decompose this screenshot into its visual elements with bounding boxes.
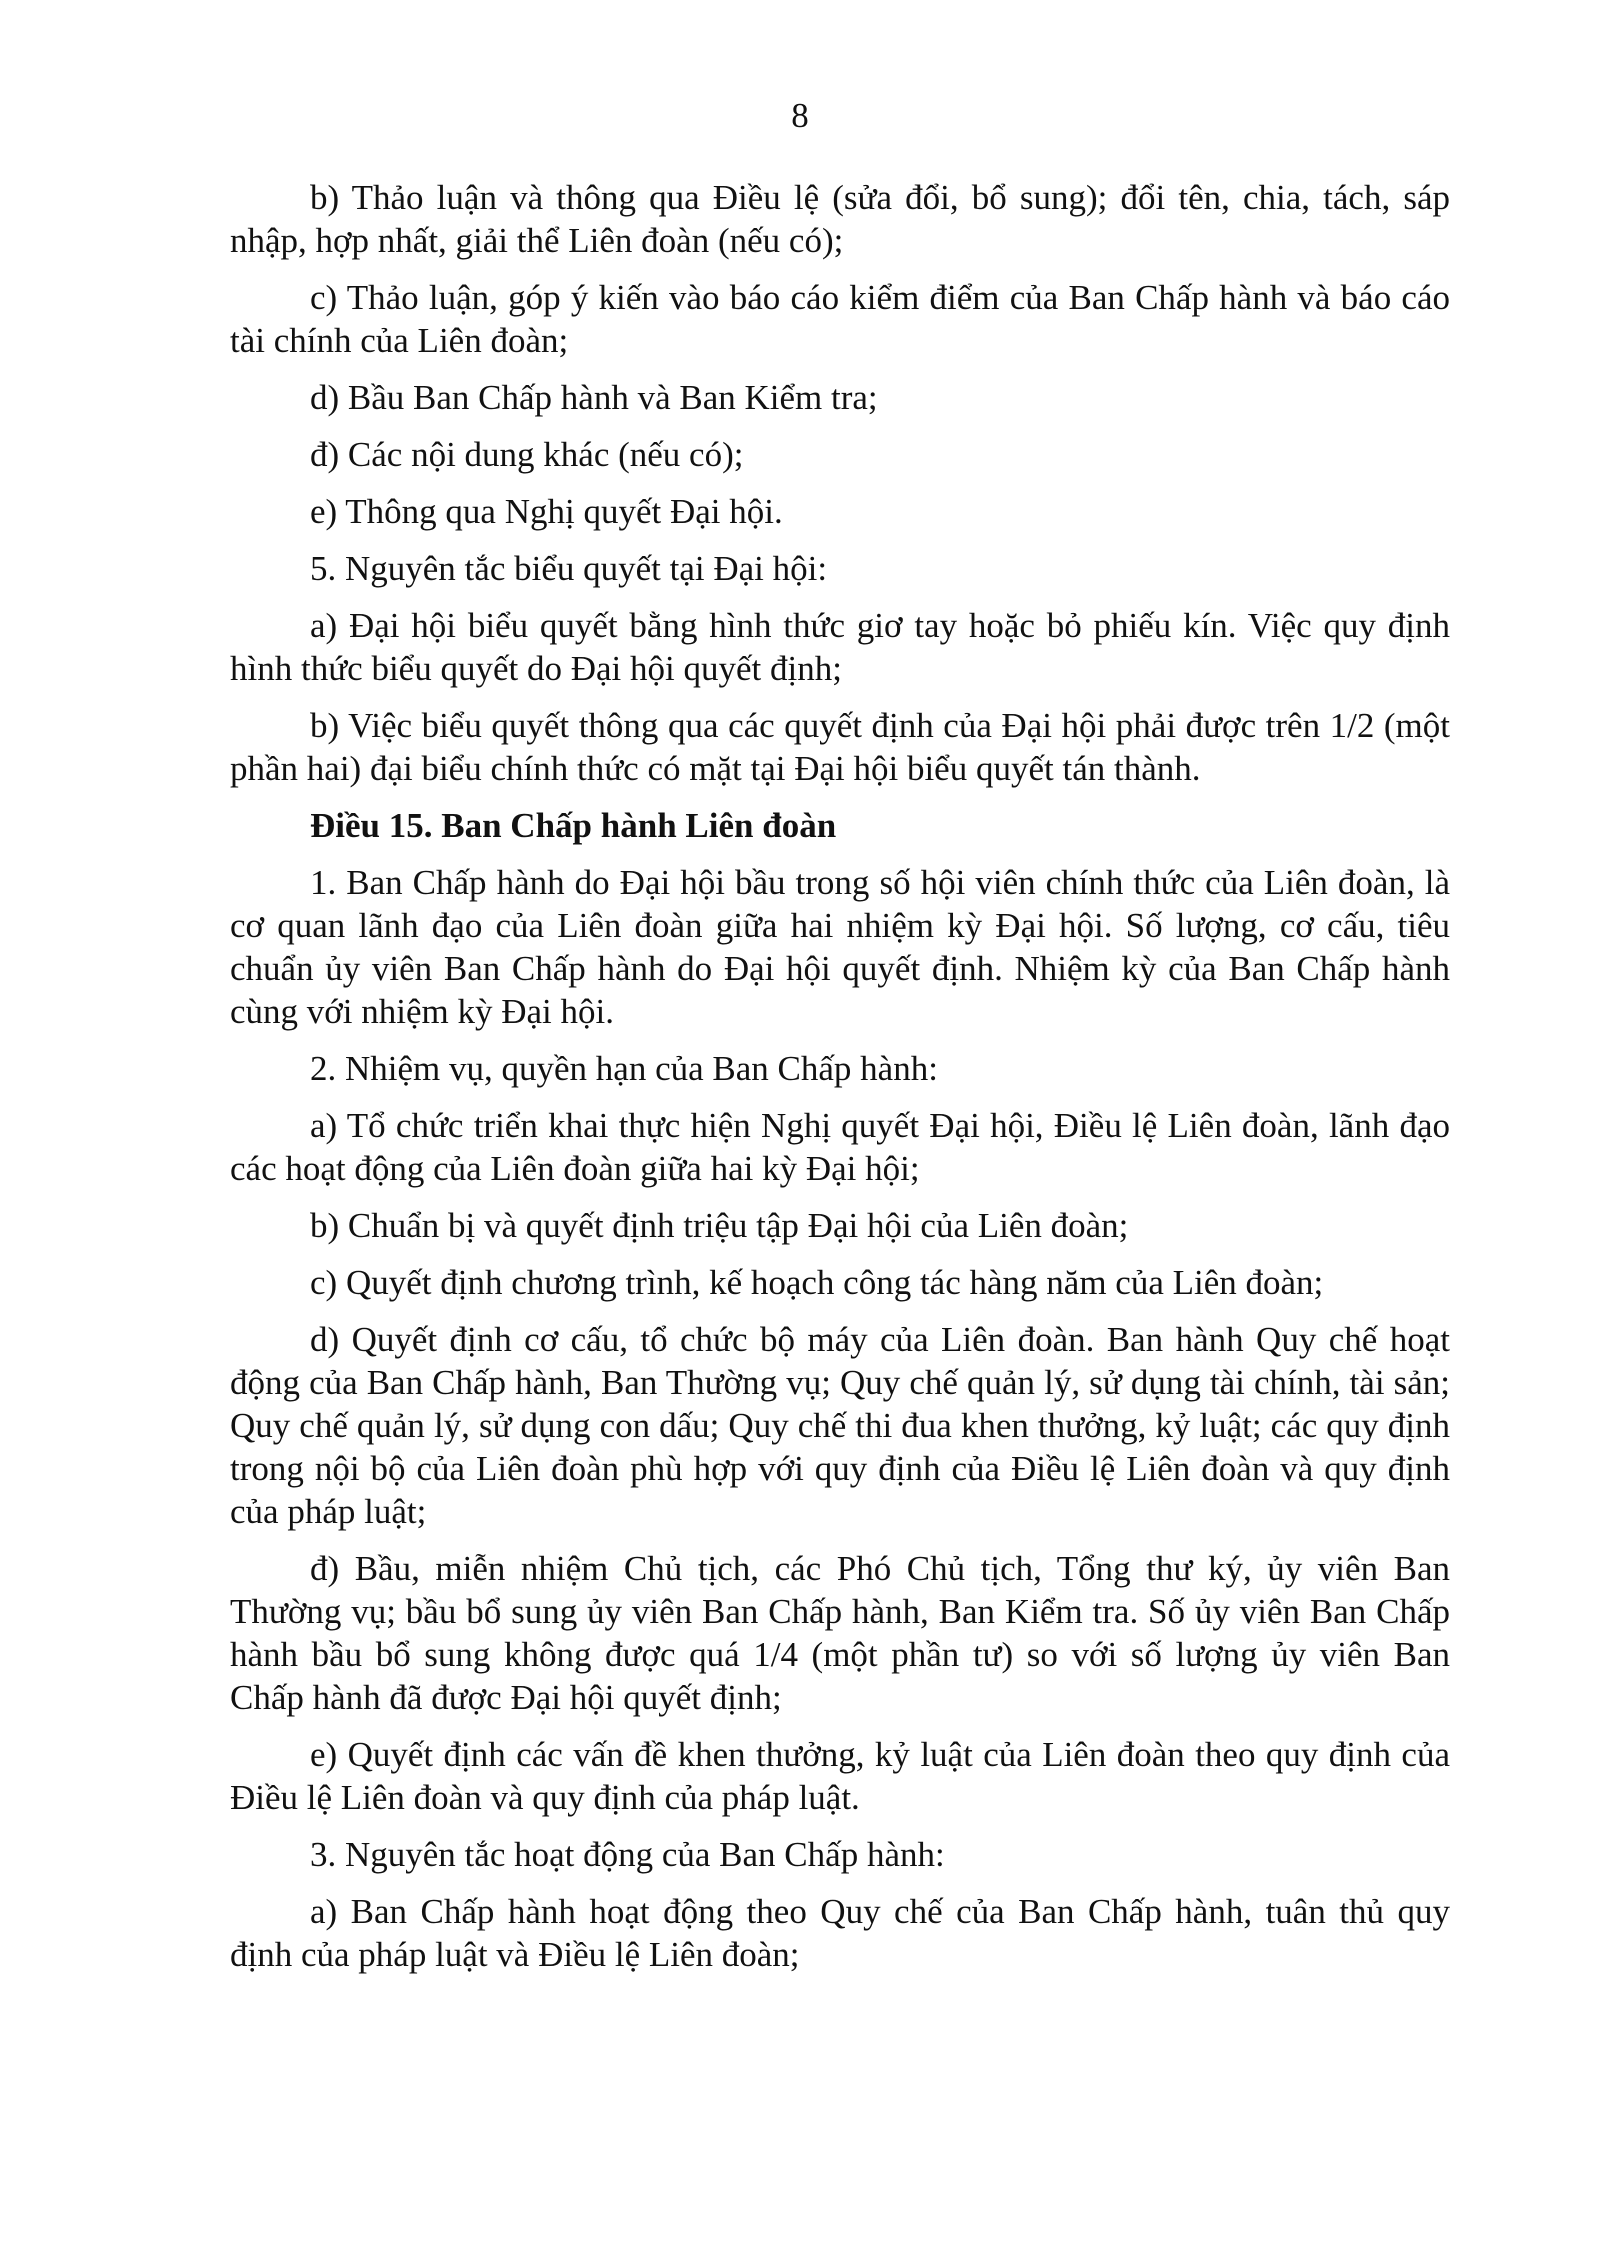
paragraph-5b: b) Việc biểu quyết thông qua các quyết định của Đại hội phải được trên 1/2 (một phần hai) đại biểu chính thức có mặt tại Đại hội biểu quyết tán thành. [230,706,1450,788]
paragraph-4dd: đ) Các nội dung khác (nếu có); [310,435,744,474]
page-number: 8 [791,96,809,135]
paragraph-15-2dd: đ) Bầu, miễn nhiệm Chủ tịch, các Phó Chủ tịch, Tổng thư ký, ủy viên Ban Thường vụ; bầu bổ sung ủy viên Ban Chấp hành, Ban Kiểm tra. Số ủy viên Ban Chấp hành bầu bổ sung không được quá 1/4 (một phần tư) so với số lượng ủy viên Ban Chấp hành đã được Đại hội quyết định; [230,1549,1450,1717]
paragraph-5: 5. Nguyên tắc biểu quyết tại Đại hội: [310,549,828,588]
paragraph-15-2d: d) Quyết định cơ cấu, tổ chức bộ máy của Liên đoàn. Ban hành Quy chế hoạt động của Ban Chấp hành, Ban Thường vụ; Quy chế quản lý, sử dụng tài chính, tài sản; Quy chế quản lý, sử dụng con dấu; Quy chế thi đua khen thưởng, kỷ luật; các quy định trong nội bộ của Liên đoàn phù hợp với quy định của Điều lệ Liên đoàn và quy định của pháp luật; [230,1320,1450,1531]
paragraph-4e: e) Thông qua Nghị quyết Đại hội. [310,492,783,531]
document-body [230,176,1450,1990]
paragraph-4d: d) Bầu Ban Chấp hành và Ban Kiểm tra; [310,378,878,417]
paragraph-15-3: 3. Nguyên tắc hoạt động của Ban Chấp hành: [310,1835,945,1874]
paragraph-15-2: 2. Nhiệm vụ, quyền hạn của Ban Chấp hành: [310,1049,938,1088]
paragraph-5a: a) Đại hội biểu quyết bằng hình thức giơ tay hoặc bỏ phiếu kín. Việc quy định hình thức biểu quyết do Đại hội quyết định; [230,606,1450,688]
paragraph-15-2c: c) Quyết định chương trình, kế hoạch công tác hàng năm của Liên đoàn; [310,1263,1324,1302]
paragraph-4c: c) Thảo luận, góp ý kiến vào báo cáo kiểm điểm của Ban Chấp hành và báo cáo tài chính của Liên đoàn; [230,278,1450,360]
paragraph-15-1: 1. Ban Chấp hành do Đại hội bầu trong số hội viên chính thức của Liên đoàn, là cơ quan lãnh đạo của Liên đoàn giữa hai nhiệm kỳ Đại hội. Số lượng, cơ cấu, tiêu chuẩn ủy viên Ban Chấp hành do Đại hội quyết định. Nhiệm kỳ của Ban Chấp hành cùng với nhiệm kỳ Đại hội. [230,863,1450,1031]
article-15-heading: Điều 15. Ban Chấp hành Liên đoàn [310,806,837,845]
paragraph-15-2a: a) Tổ chức triển khai thực hiện Nghị quyết Đại hội, Điều lệ Liên đoàn, lãnh đạo các hoạt động của Liên đoàn giữa hai kỳ Đại hội; [230,1106,1450,1188]
paragraph-15-2b: b) Chuẩn bị và quyết định triệu tập Đại hội của Liên đoàn; [310,1206,1129,1245]
paragraph-15-2e: e) Quyết định các vấn đề khen thưởng, kỷ luật của Liên đoàn theo quy định của Điều lệ Liên đoàn và quy định của pháp luật. [230,1735,1450,1817]
paragraph-15-3a: a) Ban Chấp hành hoạt động theo Quy chế của Ban Chấp hành, tuân thủ quy định của pháp luật và Điều lệ Liên đoàn; [230,1892,1450,1974]
paragraph-4b: b) Thảo luận và thông qua Điều lệ (sửa đổi, bổ sung); đổi tên, chia, tách, sáp nhập, hợp nhất, giải thể Liên đoàn (nếu có); [230,178,1450,260]
